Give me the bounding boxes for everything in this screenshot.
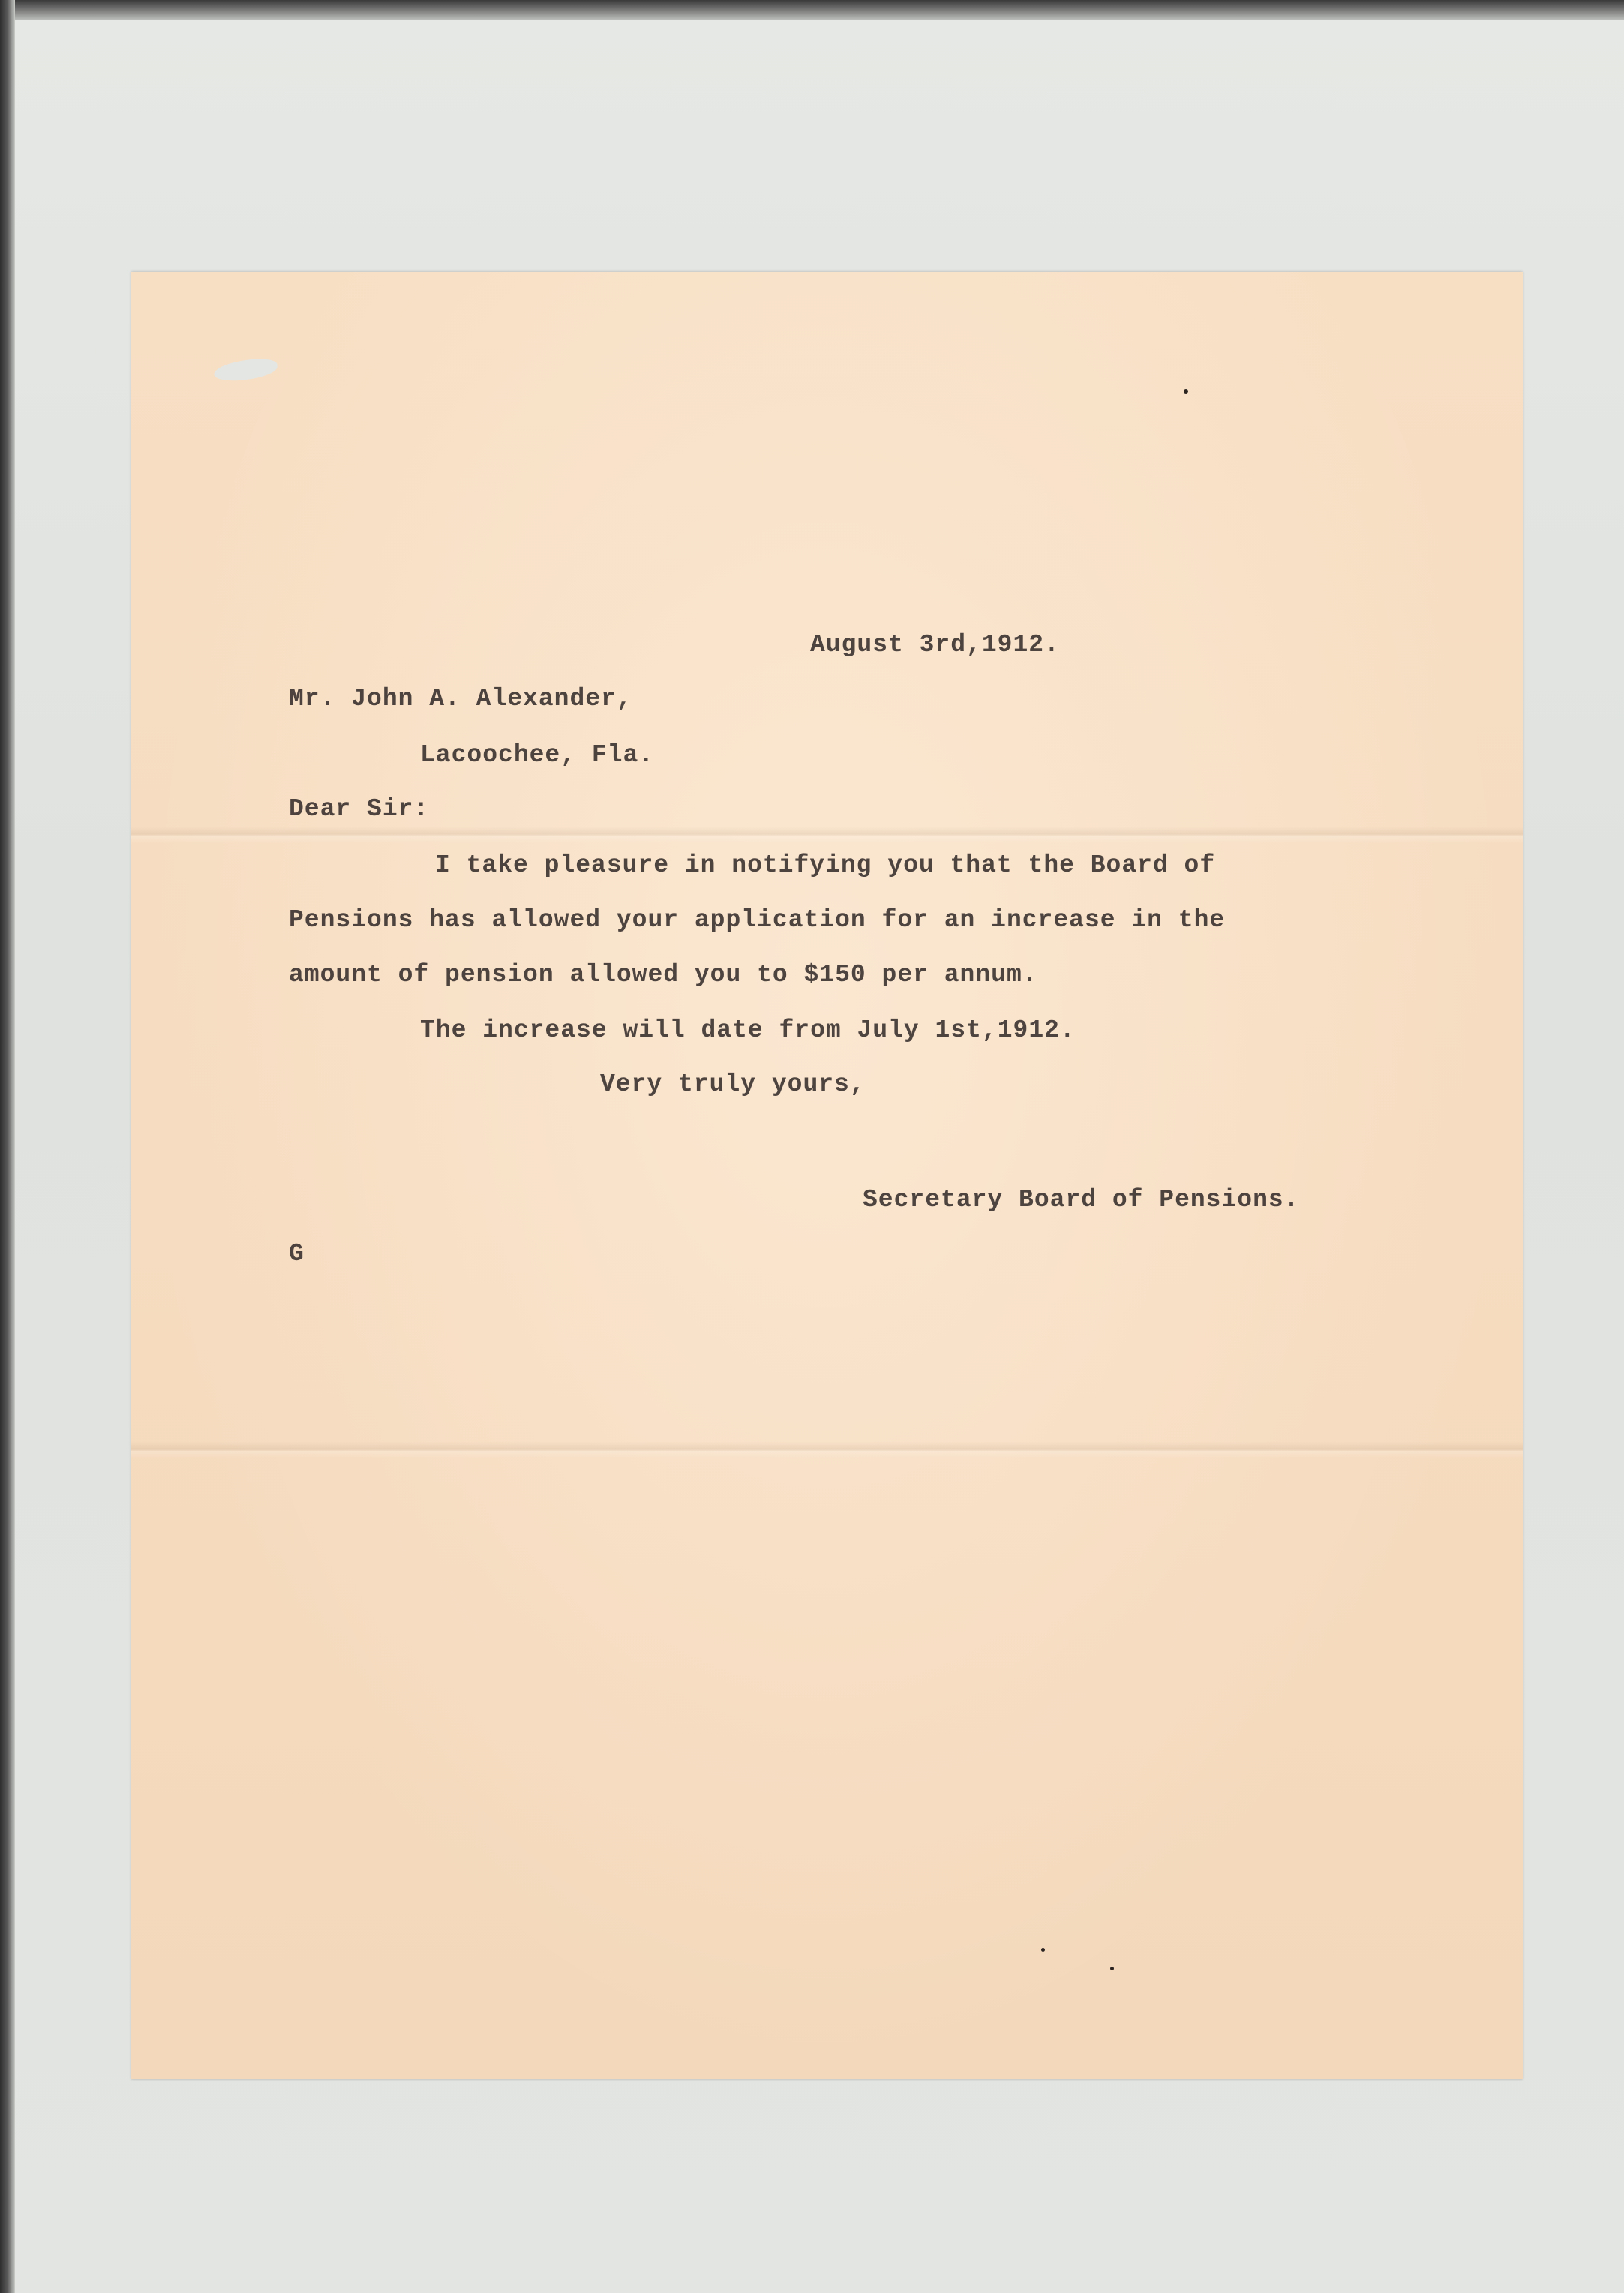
ink-speck: [1184, 389, 1188, 394]
ink-speck: [1110, 1967, 1114, 1970]
paper-fold-upper: [131, 827, 1523, 843]
letter-date: August 3rd,1912.: [810, 631, 1060, 659]
body-line: amount of pension allowed you to $150 per annum.: [289, 961, 1038, 989]
recipient-name: Mr. John A. Alexander,: [289, 685, 632, 713]
scanner-top-edge: [0, 0, 1624, 20]
letter-paper: [131, 272, 1523, 2079]
closing: Very truly yours,: [600, 1070, 866, 1098]
paper-tear: [213, 357, 278, 383]
body-line: I take pleasure in notifying you that the Board of: [435, 851, 1216, 879]
paper-fold-lower: [131, 1442, 1523, 1458]
salutation: Dear Sir:: [289, 795, 430, 823]
body-line: The increase will date from July 1st,1912.: [420, 1016, 1076, 1044]
scanner-left-edge: [0, 0, 15, 2293]
signature-title: Secretary Board of Pensions.: [863, 1186, 1300, 1214]
recipient-address: Lacoochee, Fla.: [420, 741, 655, 769]
initials: G: [289, 1240, 305, 1268]
body-line: Pensions has allowed your application for an increase in the: [289, 906, 1226, 934]
ink-speck: [1041, 1948, 1045, 1952]
